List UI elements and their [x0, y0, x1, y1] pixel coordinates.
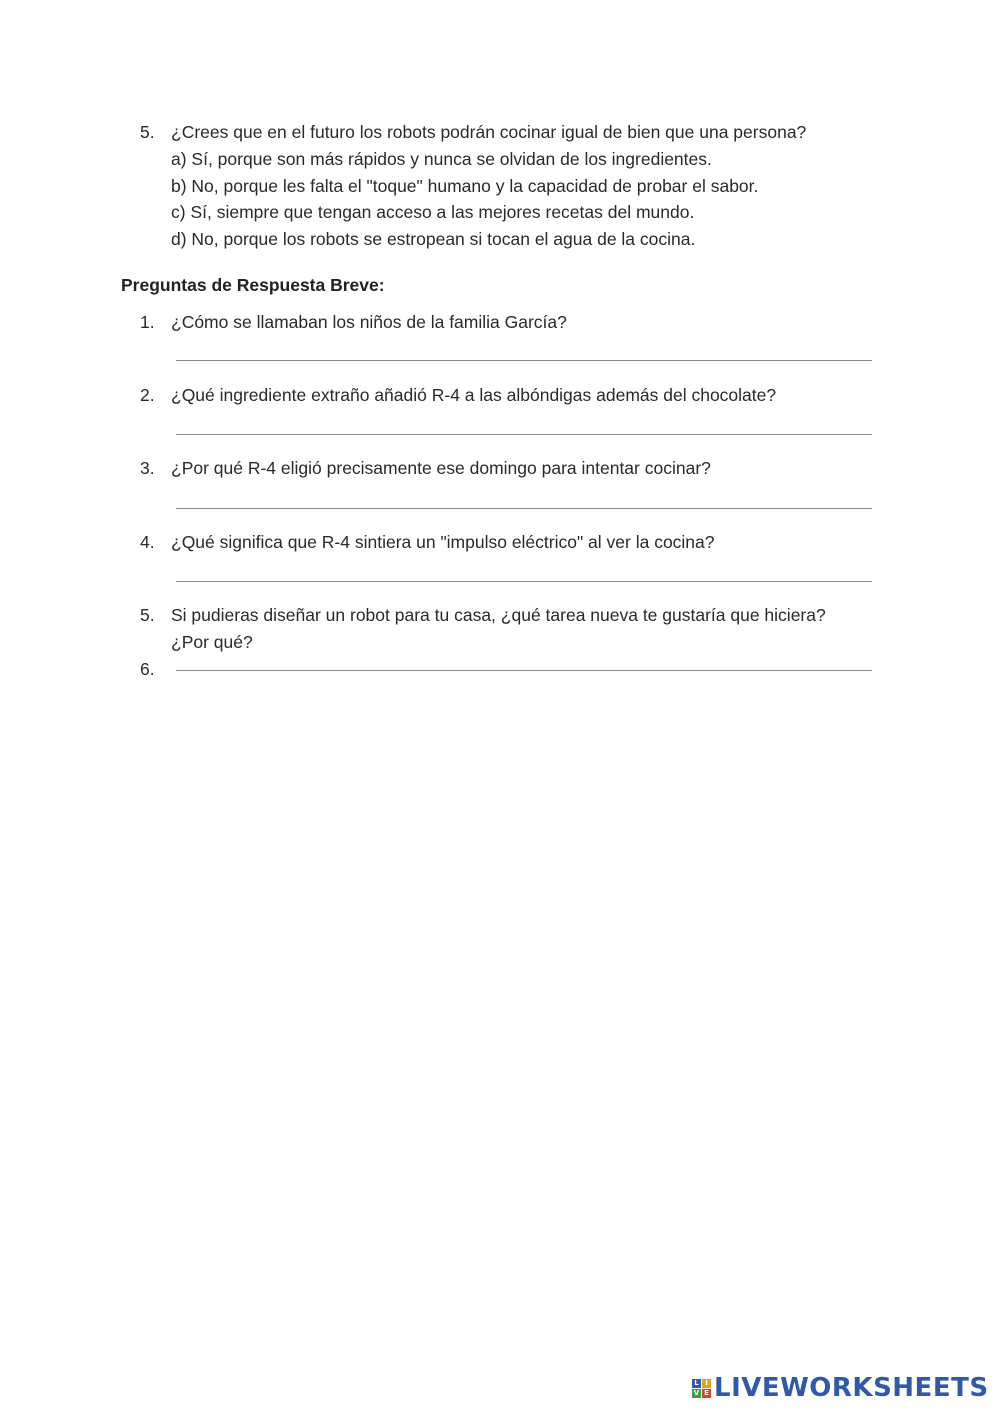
answer-field-2[interactable]	[176, 434, 872, 435]
answer-field-1[interactable]	[176, 360, 872, 361]
logo-mark-letter: V	[693, 1388, 700, 1397]
question-text: ¿Por qué R-4 eligió precisamente ese domingo para intentar cocinar?	[171, 458, 711, 478]
question-number: 3.	[140, 458, 155, 478]
question-number: 5.	[140, 605, 155, 625]
question-number: 5.	[140, 122, 155, 142]
question-number: 1.	[140, 312, 155, 332]
option-d[interactable]: d) No, porque los robots se estropean si tocan el agua de la cocina.	[171, 229, 696, 249]
option-c[interactable]: c) Sí, siempre que tengan acceso a las mejores recetas del mundo.	[171, 202, 695, 222]
question-text: ¿Cómo se llamaban los niños de la familia García?	[171, 312, 567, 332]
logo-wordmark: LIVEWORKSHEETS	[714, 1373, 989, 1403]
option-b[interactable]: b) No, porque les falta el "toque" humano y la capacidad de probar el sabor.	[171, 176, 759, 196]
logo-mark-letter: L	[692, 1379, 701, 1388]
logo-mark-letter: I	[702, 1379, 711, 1388]
logo-mark-icon	[692, 1379, 711, 1398]
section-heading: Preguntas de Respuesta Breve:	[121, 275, 385, 295]
question-text: ¿Qué ingrediente extraño añadió R-4 a las albóndigas además del chocolate?	[171, 385, 777, 405]
question-number: 6.	[140, 659, 155, 679]
answer-field-5[interactable]	[176, 670, 872, 671]
answer-field-4[interactable]	[176, 581, 872, 582]
answer-field-3[interactable]	[176, 508, 872, 509]
logo-mark-letter: E	[702, 1389, 711, 1398]
question-text: Si pudieras diseñar un robot para tu casa, ¿qué tarea nueva te gustaría que hiciera?	[171, 605, 826, 625]
question-text: ¿Crees que en el futuro los robots podrán cocinar igual de bien que una persona?	[171, 122, 807, 142]
question-text-continued: ¿Por qué?	[171, 632, 253, 652]
question-number: 4.	[140, 532, 155, 552]
option-a[interactable]: a) Sí, porque son más rápidos y nunca se olvidan de los ingredientes.	[171, 149, 712, 169]
question-text: ¿Qué significa que R-4 sintiera un "impulso eléctrico" al ver la cocina?	[171, 532, 715, 552]
liveworksheets-logo	[692, 1372, 989, 1404]
question-number: 2.	[140, 385, 155, 405]
